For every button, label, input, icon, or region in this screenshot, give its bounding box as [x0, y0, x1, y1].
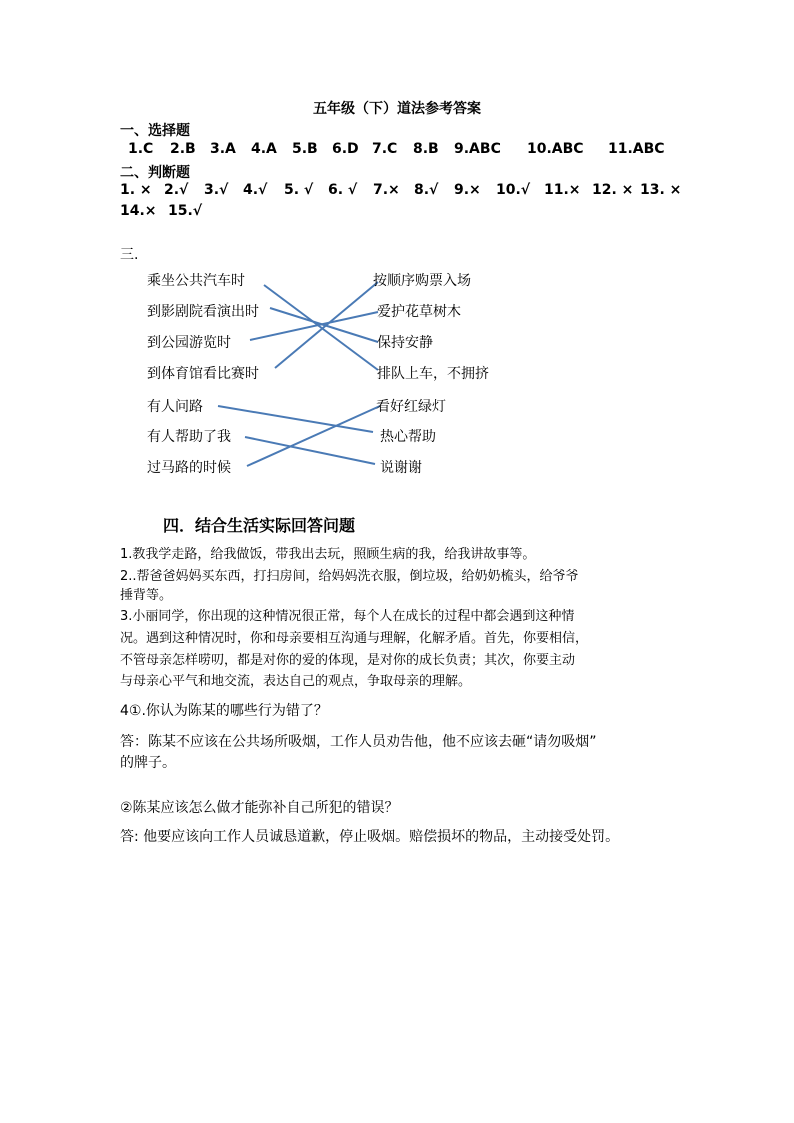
match-right-item: 热心帮助: [380, 429, 436, 445]
match-right-item: 说谢谢: [380, 460, 422, 476]
section4-heading: 四．结合生活实际回答问题: [163, 516, 356, 535]
judge-item: 14.×: [120, 203, 157, 219]
answer-4-2: 答: 他要应该向工作人员诚恳道歉，停止吸烟。赔偿损坏的物品，主动接受处罚。: [120, 829, 620, 845]
section2-heading: 二、判断题: [120, 165, 190, 181]
match-line: [270, 308, 378, 342]
section3-heading: 三.: [120, 247, 139, 263]
answer-item: 4.A: [251, 141, 277, 157]
judge-item: 3.√: [204, 182, 229, 198]
answer-q3-line: 况。遇到这种情况时，你和母亲要相互沟通与理解，化解矛盾。首先，你要相信，: [120, 631, 589, 646]
match-right-item: 按顺序购票入场: [373, 273, 471, 289]
page-title: 五年级（下）道法参考答案: [313, 101, 481, 117]
judge-item: 1. ×: [120, 182, 152, 198]
match-left-item: 乘坐公共汽车时: [147, 273, 245, 289]
judge-item: 15.√: [168, 203, 203, 219]
answer-item: 8.B: [413, 141, 439, 157]
judge-item: 11.×: [544, 182, 581, 198]
judge-item: 13. ×: [640, 182, 682, 198]
judge-item: 4.√: [243, 182, 268, 198]
match-right-item: 保持安静: [377, 335, 433, 351]
answer-item: 7.C: [372, 141, 398, 157]
answer-item: 2.B: [170, 141, 196, 157]
judge-item: 8.√: [414, 182, 439, 198]
judge-item: 7.×: [373, 182, 400, 198]
judge-item: 6. √: [328, 182, 358, 198]
match-right-item: 看好红绿灯: [376, 399, 446, 415]
match-right-item: 爱护花草树木: [377, 304, 461, 320]
answer-q3-line: 不管母亲怎样唠叨，都是对你的爱的体现，是对你的成长负责；其次，你要主动: [120, 653, 576, 668]
match-line: [264, 285, 378, 370]
section1-heading: 一、选择题: [120, 123, 190, 139]
answer-4-1-line: 答：陈某不应该在公共场所吸烟，工作人员劝告他，他不应该去砸“请勿吸烟”: [120, 734, 597, 750]
answer-item: 9.ABC: [454, 141, 501, 157]
question-4-2: ②陈某应该怎么做才能弥补自己所犯的错误？: [120, 800, 399, 816]
answer-item: 10.ABC: [527, 141, 584, 157]
judge-item: 10.√: [496, 182, 531, 198]
judge-item: 2.√: [164, 182, 189, 198]
answer-item: 1.C: [128, 141, 154, 157]
match-left-item: 有人帮助了我: [147, 429, 231, 445]
match-left-item: 到影剧院看演出时: [147, 304, 259, 320]
answer-q2-line: 2..帮爸爸妈妈买东西，打扫房间，给妈妈洗衣服，倒垃圾，给奶奶梳头，给爷爷: [120, 569, 579, 584]
question-4-1: 4①.你认为陈某的哪些行为错了？: [120, 703, 328, 719]
answer-item: 3.A: [210, 141, 236, 157]
answer-item: 11.ABC: [608, 141, 665, 157]
match-line: [245, 437, 375, 464]
answer-q3-line: 与母亲心平气和地交流，表达自己的观点，争取母亲的理解。: [120, 674, 472, 689]
answer-q2-line: 捶背等。: [120, 588, 173, 603]
match-right-item: 排队上车，不拥挤: [377, 366, 489, 382]
answer-q1: 1.教我学走路，给我做饭，带我出去玩，照顾生病的我，给我讲故事等。: [120, 547, 536, 562]
answer-item: 5.B: [292, 141, 318, 157]
judge-item: 9.×: [454, 182, 481, 198]
judge-item: 12. ×: [592, 182, 634, 198]
match-left-item: 过马路的时候: [147, 460, 231, 476]
match-left-item: 到体育馆看比赛时: [147, 366, 259, 382]
answer-item: 6.D: [332, 141, 359, 157]
match-line: [275, 282, 378, 368]
answer-q3-line: 3.小丽同学，你出现的这种情况很正常，每个人在成长的过程中都会遇到这种情: [120, 609, 575, 624]
answer-4-1-line: 的牌子。: [120, 755, 176, 771]
judge-item: 5. √: [284, 182, 314, 198]
match-left-item: 有人问路: [147, 399, 203, 415]
match-left-item: 到公园游览时: [147, 335, 231, 351]
